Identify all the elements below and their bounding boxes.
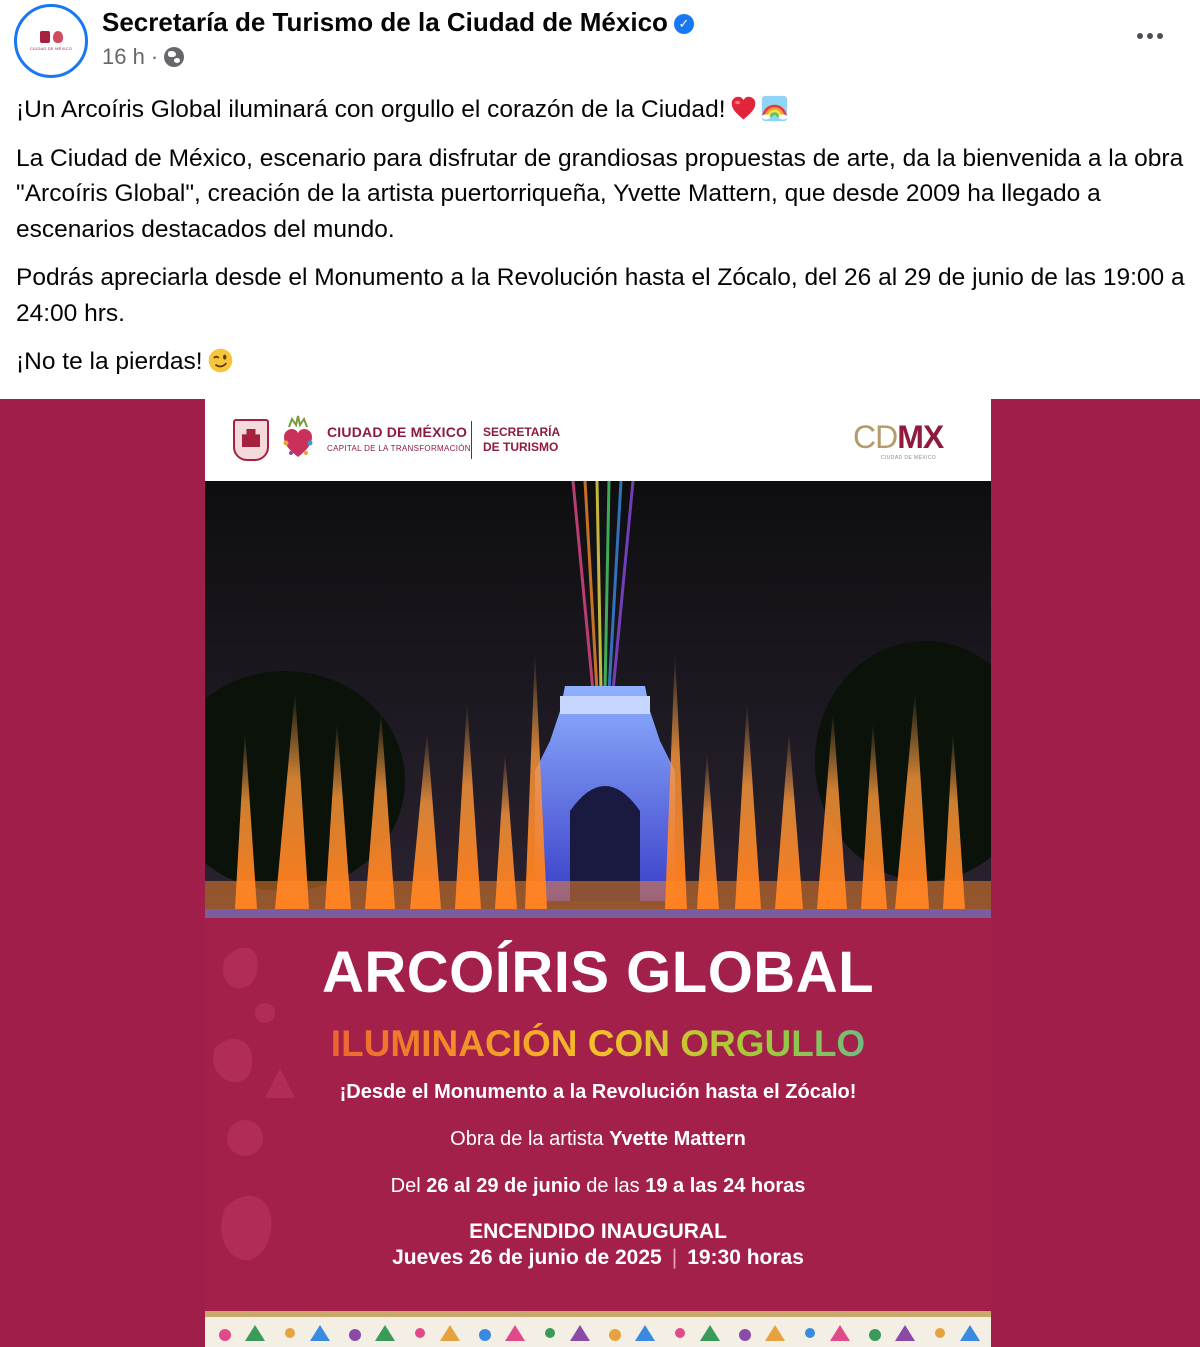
heart-logo-icon bbox=[279, 413, 317, 463]
poster-artist-line: Obra de la artista Yvette Mattern bbox=[450, 1128, 746, 1150]
post-paragraph-4: ¡No te la pierdas! bbox=[16, 344, 1186, 380]
coat-of-arms-icon bbox=[233, 419, 269, 461]
wink-emoji-icon bbox=[207, 347, 234, 374]
avatar-emblems bbox=[40, 31, 63, 43]
verified-badge-icon: ✓ bbox=[674, 14, 694, 34]
post-image[interactable] bbox=[0, 399, 1200, 1347]
heart-emoji-icon bbox=[730, 95, 757, 122]
poster-inaugural: Jueves 26 de junio de 2025 | 19:30 horas bbox=[392, 1246, 804, 1269]
event-poster bbox=[205, 399, 991, 1347]
cdmx-wordmark: CDMX bbox=[853, 419, 944, 455]
page-avatar[interactable] bbox=[14, 4, 88, 78]
poster-dates: Del 26 al 29 de junio de las 19 a las 24 horas bbox=[390, 1175, 806, 1197]
page-name[interactable]: Secretaría de Turismo de la Ciudad de México bbox=[102, 7, 668, 37]
poster-encendido: ENCENDIDO INAUGURAL bbox=[469, 1220, 727, 1243]
cdmx-subtitle: CAPITAL DE LA TRANSFORMACIÓN bbox=[327, 444, 471, 453]
more-icon bbox=[1137, 33, 1143, 39]
cdmx-wordmark-sub: CIUDAD DE MÉXICO bbox=[881, 455, 937, 461]
meta-separator: · bbox=[150, 44, 159, 69]
post-time[interactable]: 16 h bbox=[102, 44, 145, 69]
globe-icon[interactable] bbox=[164, 47, 184, 67]
post-header bbox=[0, 0, 1200, 84]
secretaria-label: SECRETARÍA DE TURISMO bbox=[483, 425, 561, 454]
poster-header bbox=[205, 399, 991, 481]
page-name-link[interactable] bbox=[102, 7, 694, 38]
post-paragraph-2: La Ciudad de México, escenario para disfrutar de grandiosas propuestas de arte, da la bienvenida a la obra "Arcoíris Global", creación de la artista puertorriqueña, Yvette Mattern, que desde 2009 ha llegado a escenarios destacados del mundo. bbox=[16, 144, 1184, 243]
rainbow-emoji-icon bbox=[761, 95, 788, 122]
poster-route: ¡Desde el Monumento a la Revolución hasta el Zócalo! bbox=[339, 1081, 857, 1103]
avatar-logo bbox=[21, 11, 81, 71]
post-paragraph-3: Podrás apreciarla desde el Monumento a la Revolución hasta el Zócalo, del 26 al 29 de junio de las 19:00 a 24:00 hrs. bbox=[16, 264, 1185, 327]
embroidery-border bbox=[205, 1311, 991, 1347]
more-options-button[interactable] bbox=[1126, 20, 1174, 52]
poster-title: ARCOÍRIS GLOBAL bbox=[321, 940, 875, 1005]
photo-strip bbox=[205, 909, 991, 918]
monument-photo bbox=[205, 481, 991, 909]
cdmx-title: CIUDAD DE MÉXICO bbox=[327, 424, 468, 440]
post-paragraph-1: ¡Un Arcoíris Global iluminará con orgullo el corazón de la Ciudad! bbox=[16, 92, 1186, 128]
header-divider bbox=[471, 421, 472, 459]
avatar-text: CIUDAD DE MÉXICO bbox=[29, 46, 73, 51]
post-body bbox=[16, 92, 1186, 393]
post-meta bbox=[102, 44, 184, 70]
poster-subtitle: ILUMINACIÓN CON ORGULLO bbox=[205, 1023, 991, 1065]
